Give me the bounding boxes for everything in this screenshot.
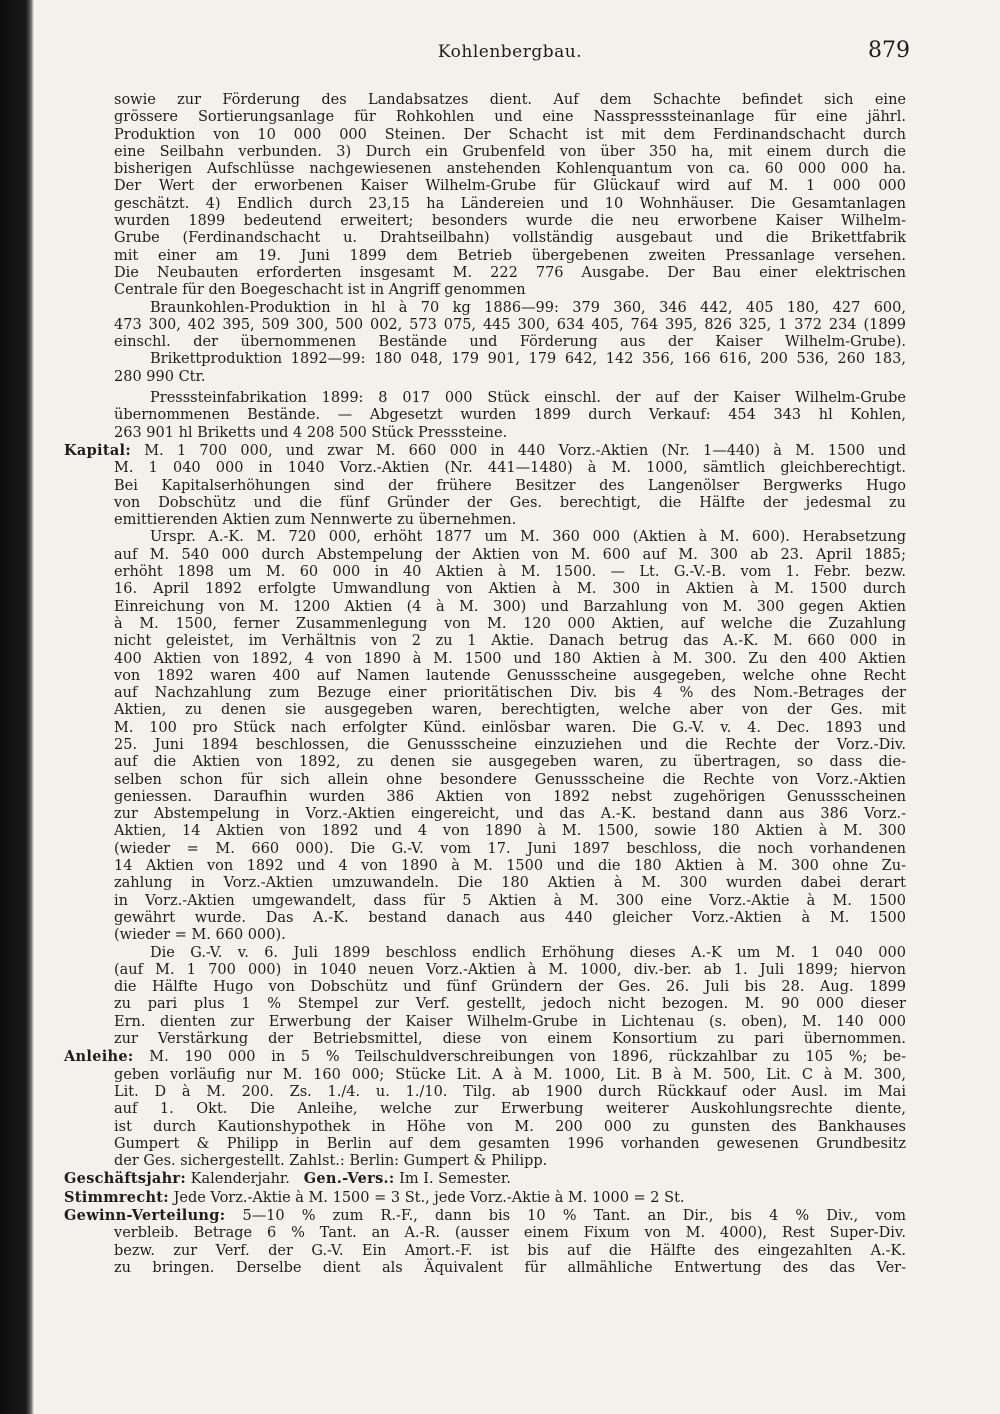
text-segment: Kalenderjahr. [190, 1171, 290, 1188]
text-line: bisherigen Aufschlüsse nachgewiesenen anstehenden Kohlenquantum von ca. 60 000 000 ha. [114, 161, 906, 178]
text-line: der Ges. sichergestellt. Zahlst.: Berlin: Gumpert & Philipp. [114, 1153, 548, 1170]
text-line: geben vorläufig nur M. 160 000; Stücke Lit. A à M. 1000, Lit. B à M. 500, Lit. C à M. 300, [114, 1066, 906, 1083]
text-line: auf die Aktien von 1892, zu denen sie ausgegeben waren, zu übertragen, so dass die- [114, 754, 906, 771]
text-line [64, 1048, 906, 1066]
text-line: Die Neubauten erforderten insgesamt M. 222 776 Ausgabe. Der Bau einer elektrischen [114, 264, 906, 281]
text-line: Presssteinfabrikation 1899: 8 017 000 Stück einschl. der auf der Kaiser Wilhelm-Grube [150, 390, 906, 407]
text-segment: M. 1 700 000, und zwar M. 660 000 in 440 Vorz.-Aktien (Nr. 1—440) à M. 1500 und [144, 442, 906, 459]
text-line: emittierenden Aktien zum Nennwerte zu übernehmen. [114, 512, 517, 529]
text-line: Lit. D à M. 200. Zs. 1./4. u. 1./10. Tilg. ab 1900 durch Rückkauf oder Ausl. im Mai [114, 1083, 906, 1100]
text-line: bezw. zur Verf. der G.-V. Ein Amort.-F. ist bis auf die Hälfte des eingezahlten A.-K. [114, 1242, 906, 1259]
text-line: von Dobschütz und die fünf Gründer der Ges. berechtigt, die Hälfte der jedesmal zu [114, 494, 906, 511]
book-binding-edge [0, 0, 34, 1414]
text-line: eine Seilbahn verbunden. 3) Durch ein Grubenfeld von über 350 ha, mit einem durch die [114, 143, 906, 160]
text-line: zahlung in Vorz.-Aktien umzuwandeln. Die 180 Aktien à M. 300 wurden dabei derart [114, 875, 906, 892]
intro-lines [114, 92, 906, 300]
text-line: 400 Aktien von 1892, 4 von 1890 à M. 1500 und 180 Aktien à M. 300. Zu den 400 Aktien [114, 650, 906, 667]
text-line: zu pari plus 1 % Stempel zur Verf. gestellt, jedoch nicht bezogen. M. 90 000 dieser [114, 996, 906, 1013]
intro-paragraph [64, 92, 906, 442]
section-label-gen-vers: Gen.-Vers.: [303, 1170, 395, 1188]
text-line: übernommenen Bestände. — Abgesetzt wurden 1899 durch Verkauf: 454 343 hl Kohlen, [114, 407, 906, 424]
text-line: 473 300, 402 395, 509 300, 500 002, 573 075, 445 300, 634 405, 764 395, 826 325, 1 372 234 (1899 [114, 316, 906, 333]
text-segment: 5—10 % zum R.-F., dann bis 10 % Tant. an Dir., bis 4 % Div., vom [242, 1208, 907, 1224]
text-line: M. 1 040 000 in 1040 Vorz.-Aktien (Nr. 441—1480) à M. 1000, sämtlich gleichberechtigt. [114, 460, 906, 477]
section-label-kapital: Kapital: [64, 441, 131, 459]
text-line: die Hälfte Hugo von Dobschütz und fünf Gründern der Ges. 26. Juli bis 28. Aug. 1899 [114, 979, 906, 996]
page-body [64, 92, 906, 1277]
text-line: gewährt wurde. Das A.-K. bestand danach aus 440 gleicher Vorz.-Aktien à M. 1500 [114, 909, 906, 926]
text-line: geniessen. Daraufhin wurden 386 Aktien von 1892 nebst zugehörigen Genussscheinen [114, 788, 906, 805]
production-braunkohle [114, 300, 906, 352]
text-line: Urspr. A.-K. M. 720 000, erhöht 1877 um M. 360 000 (Aktien à M. 600). Herabsetzung [150, 529, 906, 546]
text-line: auf M. 540 000 durch Abstempelung der Aktien von M. 600 auf M. 300 ab 23. April 1885; [114, 546, 906, 563]
text-line: Braunkohlen-Produktion in hl à 70 kg 1886—99: 379 360, 346 442, 405 180, 427 600, [150, 299, 906, 316]
text-line [64, 1189, 906, 1207]
text-line: zu bringen. Derselbe dient als Äquivalent für allmähliche Entwertung des das Ver- [114, 1259, 906, 1276]
text-line: sowie zur Förderung des Landabsatzes dient. Auf dem Schachte befindet sich eine [114, 92, 906, 108]
page-header [110, 38, 910, 68]
running-title: Kohlenbergbau. [437, 42, 583, 62]
text-line: Grube (Ferdinandschacht u. Drahtseilbahn) vollständig ausgebaut und die Brikettfabrik [114, 230, 906, 247]
kapital-intro [64, 442, 906, 529]
text-segment: Im I. Semester. [399, 1171, 511, 1188]
text-line: Aktien, 14 Aktien von 1892 und 4 von 1890 à M. 1500, sowie 180 Aktien à M. 300 [114, 823, 906, 840]
text-line: nicht geleistet, im Verhältnis von 2 zu 1 Aktie. Danach betrug das A.-K. M. 660 000 in [114, 633, 906, 650]
anleihe-paragraph [64, 1048, 906, 1170]
section-gewinn-verteilung [64, 1207, 906, 1277]
text-line: ist durch Kautionshypothek in Höhe von M. 200 000 zu gunsten des Bankhauses [114, 1118, 906, 1135]
text-line: zur Verstärkung der Betriebsmittel, diese von einem Konsortium zu pari übernommen. [114, 1031, 906, 1048]
text-line: erhöht 1898 um M. 60 000 in 40 Aktien à M. 1500. — Lt. G.-V.-B. vom 1. Febr. bezw. [114, 564, 906, 581]
gewinn-paragraph [64, 1207, 906, 1277]
text-line: geschätzt. 4) Endlich durch 23,15 ha Ländereien und 10 Wohnhäuser. Die Gesamtanlagen [114, 195, 906, 212]
text-line: Brikettproduktion 1892—99: 180 048, 179 901, 179 642, 142 356, 166 616, 200 536, 260 183, [150, 351, 906, 368]
text-line: 263 901 hl Briketts und 4 208 500 Stück Presssteine. [114, 424, 508, 441]
text-line: 16. April 1892 erfolgte Umwandlung von Aktien à M. 300 in Aktien à M. 1500 durch [114, 581, 906, 598]
page-number: 879 [868, 38, 910, 63]
section-label-stimmrecht: Stimmrecht: [64, 1188, 169, 1206]
text-line: einschl. der übernommenen Bestände und Förderung aus der Kaiser Wilhelm-Grube). [114, 334, 906, 351]
text-line: zur Abstempelung in Vorz.-Aktien eingereicht, und das A.-K. bestand dann aus 386 Vorz.- [114, 806, 906, 823]
text-line: auf Nachzahlung zum Bezuge einer prioritätischen Div. bis 4 % des Nom.-Betrages der [114, 685, 906, 702]
production-brikett [114, 351, 906, 386]
text-line: Der Wert der erworbenen Kaiser Wilhelm-Grube für Glückauf wird auf M. 1 000 000 [114, 178, 906, 195]
text-line: selben schon für sich allein ohne besondere Genussscheine die Rechte von Vorz.-Aktien [114, 771, 906, 788]
text-segment: Jede Vorz.-Aktie à M. 1500 = 3 St., jede Vorz.-Aktie à M. 1000 = 2 St. [173, 1189, 685, 1206]
section-geschaeftsjahr [64, 1170, 906, 1188]
text-line: à M. 1500, ferner Zusammenlegung von M. 120 000 Aktien, auf welche die Zuzahlung [114, 615, 906, 632]
section-kapital [64, 442, 906, 1048]
text-line: in Vorz.-Aktien umgewandelt, dass für 5 Aktien à M. 300 eine Vorz.-Aktie à M. 1500 [114, 892, 906, 909]
kapital-history-2 [64, 945, 906, 1049]
text-segment: M. 190 000 in 5 % Teilschuldverschreibungen von 1896, rückzahlbar zu 105 %; be- [149, 1049, 907, 1066]
text-line: Einreichung von M. 1200 Aktien (4 à M. 300) und Barzahlung von M. 300 gegen Aktien [114, 598, 906, 615]
text-line: Ern. dienten zur Erwerbung der Kaiser Wilhelm-Grube in Lichtenau (s. oben), M. 140 000 [114, 1013, 906, 1030]
text-line: auf 1. Okt. Die Anleihe, welche zur Erwerbung weiterer Auskohlungsrechte diente, [114, 1101, 906, 1118]
text-line [64, 442, 906, 460]
text-line: (wieder = M. 660 000). Die G.-V. vom 17. Juni 1897 beschloss, die noch vorhandenen [114, 840, 906, 857]
section-anleihe [64, 1048, 906, 1170]
text-line: Produktion von 10 000 000 Steinen. Der Schacht ist mit dem Ferdinandschacht durch [114, 126, 906, 143]
text-line: grössere Sortierungsanlage für Rohkohlen und eine Nasspresssteinanlage für eine jährl. [114, 109, 906, 126]
text-line: (wieder = M. 660 000). [114, 927, 286, 944]
text-line: wurden 1899 bedeutend erweitert; besonders wurde die neu erworbene Kaiser Wilhelm- [114, 213, 906, 230]
text-line: 14 Aktien von 1892 und 4 von 1890 à M. 1500 und die 180 Aktien à M. 300 ohne Zu- [114, 858, 906, 875]
text-line [64, 1170, 906, 1188]
text-line: Aktien, zu denen sie ausgegeben waren, berechtigten, welche aber von der Ges. mit [114, 702, 906, 719]
section-label-anleihe: Anleihe: [64, 1048, 134, 1066]
kapital-history-1 [64, 529, 906, 944]
text-line: von 1892 waren 400 auf Namen lautende Genussscheine ausgegeben, welche ohne Recht [114, 667, 906, 684]
text-line: 280 990 Ctr. [114, 368, 206, 385]
text-line: (auf M. 1 700 000) in 1040 neuen Vorz.-Aktien à M. 1000, div.-ber. ab 1. Juli 1899; hiervon [114, 961, 906, 978]
text-line [64, 1207, 906, 1225]
text-line: Die G.-V. v. 6. Juli 1899 beschloss endlich Erhöhung dieses A.-K um M. 1 040 000 [150, 944, 906, 961]
text-line: verbleib. Betrage 6 % Tant. an A.-R. (ausser einem Fixum von M. 4000), Rest Super-Div. [114, 1225, 906, 1242]
production-pressstein [114, 390, 906, 442]
text-line: Centrale für den Boegeschacht ist in Angriff genommen [114, 282, 526, 299]
text-line: M. 100 pro Stück nach erfolgter Künd. einlösbar waren. Die G.-V. v. 4. Dec. 1893 und [114, 719, 906, 736]
text-line: 25. Juni 1894 beschlossen, die Genussscheine einzuziehen und die Rechte der Vorz.-Div. [114, 736, 906, 753]
section-stimmrecht [64, 1189, 906, 1207]
text-line: Gumpert & Philipp in Berlin auf dem gesamten 1996 vorhanden gewesenen Grundbesitz [114, 1135, 906, 1152]
text-line: Bei Kapitalserhöhungen sind der frühere Besitzer des Langenölser Bergwerks Hugo [114, 477, 906, 494]
section-label-geschaeftsjahr: Geschäftsjahr: [64, 1170, 187, 1188]
text-line: mit einer am 19. Juni 1899 dem Betrieb übergebenen zweiten Pressanlage versehen. [114, 247, 906, 264]
section-label-gewinn: Gewinn-Verteilung: [64, 1207, 226, 1224]
